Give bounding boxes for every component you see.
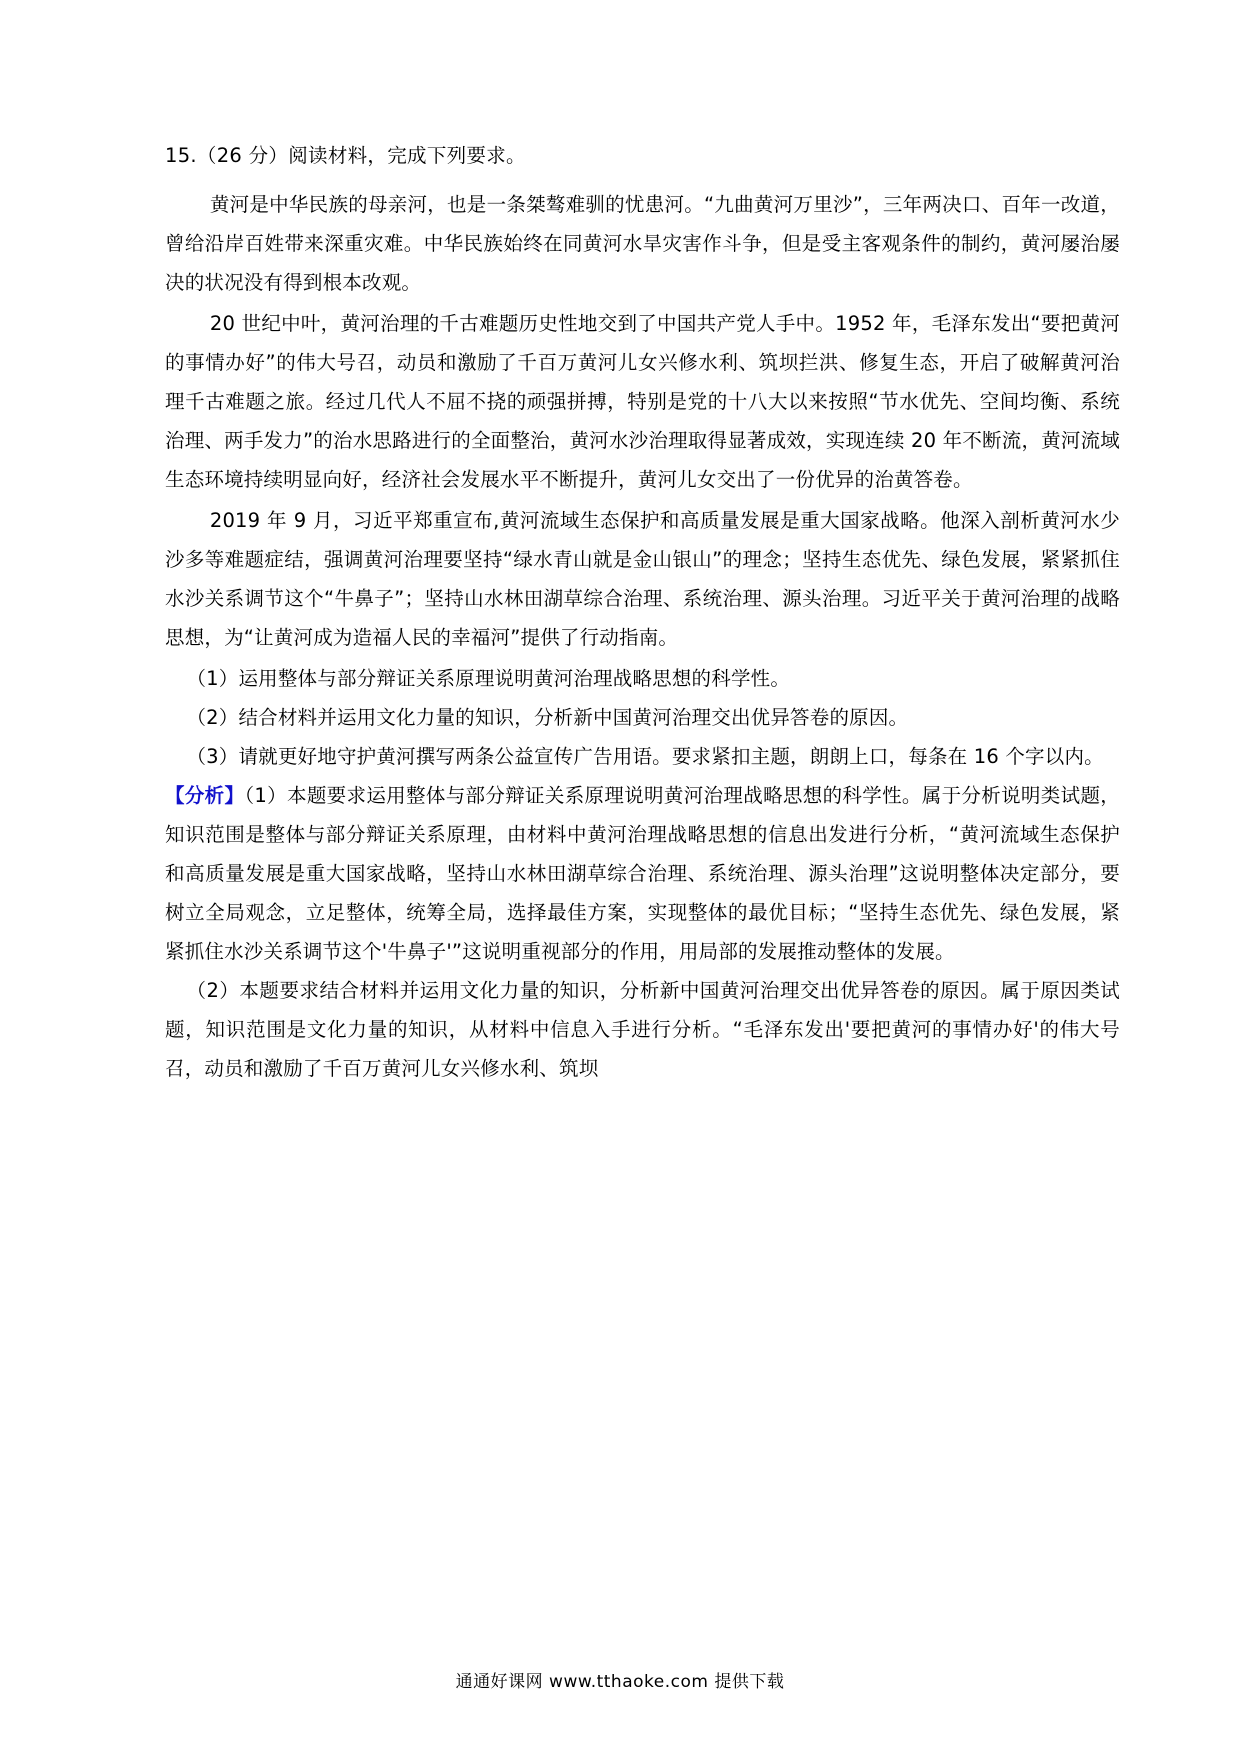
analysis-text-2: （2）本题要求结合材料并运用文化力量的知识，分析新中国黄河治理交出优异答卷的原因。属于原因类试题，知识范围是文化力量的知识，从材料中信息入手进行分析。“毛泽东发出'要把黄河的事情办好'的伟大号召，动员和激励了千百万黄河儿女兴修水利、筑坝 bbox=[165, 979, 1120, 1081]
analysis-block bbox=[165, 776, 1120, 971]
sub-question-2: （2）结合材料并运用文化力量的知识，分析新中国黄河治理交出优异答卷的原因。 bbox=[186, 706, 909, 730]
material-paragraph-1: 黄河是中华民族的母亲河，也是一条桀骜难驯的忧患河。“九曲黄河万里沙”，三年两决口、百年一改道，曾给沿岸百姓带来深重灾难。中华民族始终在同黄河水旱灾害作斗争，但是受主客观条件的制约，黄河屡治屡决的状况没有得到根本改观。 bbox=[165, 193, 1120, 295]
question-number: 15.（26 分）阅读材料，完成下列要求。 bbox=[165, 144, 526, 167]
sub-question-3: （3）请就更好地守护黄河撰写两条公益宣传广告用语。要求紧扣主题，朗朗上口，每条在 16 个字以内。 bbox=[186, 745, 1104, 769]
material-paragraph-2: 20 世纪中叶，黄河治理的千古难题历史性地交到了中国共产党人手中。1952 年，毛泽东发出“要把黄河的事情办好”的伟大号召，动员和激励了千百万黄河儿女兴修水利、筑坝拦洪、修复生态，开启了破解黄河治理千古难题之旅。经过几代人不屈不挠的顽强拼搏，特别是党的十八大以来按照“节水优先、空间均衡、系统治理、两手发力”的治水思路进行的全面整治，黄河水沙治理取得显著成效，实现连续 20 年不断流，黄河流域生态环境持续明显向好，经济社会发展水平不断提升，黄河儿女交出了一份优异的治黄答卷。 bbox=[165, 312, 1120, 492]
analysis-text-1: （1）本题要求运用整体与部分辩证关系原理说明黄河治理战略思想的科学性。属于分析说明类试题，知识范围是整体与部分辩证关系原理，由材料中黄河治理战略思想的信息出发进行分析，“黄河流域生态保护和高质量发展是重大国家战略，坚持山水林田湖草综合治理、系统治理、源头治理”这说明整体决定部分，要树立全局观念，立足整体，统筹全局，选择最佳方案，实现整体的最优目标；“坚持生态优先、绿色发展，紧紧抓住水沙关系调节这个'牛鼻子'”这说明重视部分的作用，用局部的发展推动整体的发展。 bbox=[165, 784, 1120, 964]
analysis-label: 【分析】 bbox=[165, 784, 245, 808]
material-paragraph-3: 2019 年 9 月，习近平郑重宣布,黄河流域生态保护和高质量发展是重大国家战略。他深入剖析黄河水少沙多等难题症结，强调黄河治理要坚持“绿水青山就是金山银山”的理念；坚持生态优先、绿色发展，紧紧抓住水沙关系调节这个“牛鼻子”；坚持山水林田湖草综合治理、系统治理、源头治理。习近平关于黄河治理的战略思想，为“让黄河成为造福人民的幸福河”提供了行动指南。 bbox=[165, 509, 1120, 650]
sub-question-1: （1）运用整体与部分辩证关系原理说明黄河治理战略思想的科学性。 bbox=[186, 667, 791, 691]
page-footer: 通通好课网 www.tthaoke.com 提供下载 bbox=[455, 1672, 785, 1692]
